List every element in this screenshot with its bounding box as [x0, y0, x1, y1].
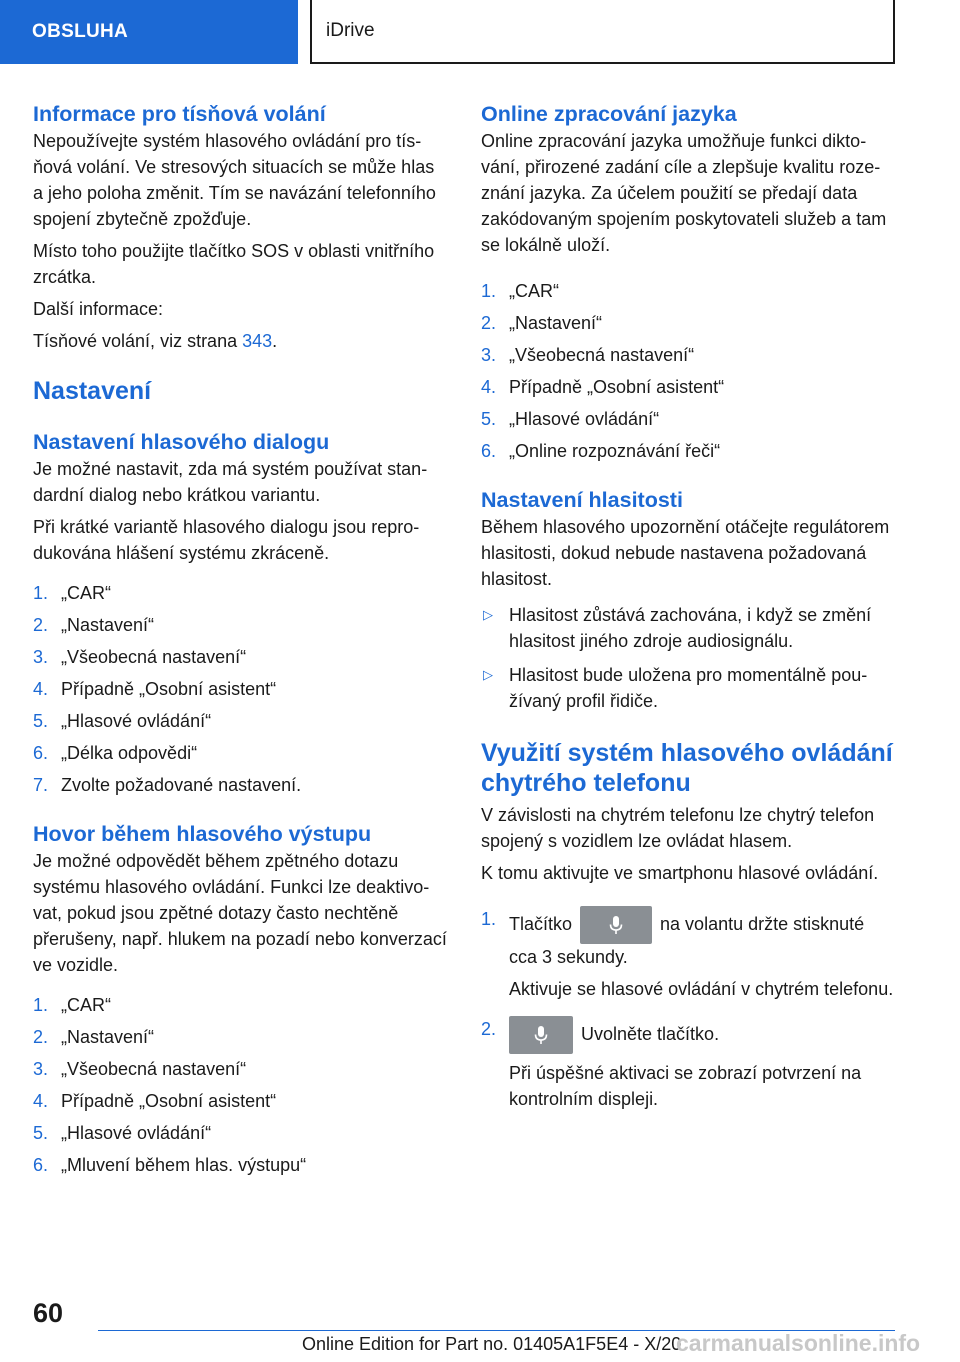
- step-number: 6.: [33, 1155, 49, 1175]
- step-number: 5.: [33, 1123, 49, 1143]
- list-item: [33, 580, 448, 606]
- heading-voice-dialog-settings: Nastavení hlasového dialogu: [33, 430, 330, 454]
- triangle-right-icon: ▷: [483, 667, 493, 682]
- list-item: [481, 374, 896, 400]
- list-item: [481, 406, 896, 432]
- step-subtext: Při úspěšné aktivaci se zobrazí potvrzení na kontrolním displeji.: [509, 1063, 862, 1109]
- step-number: 4.: [33, 1091, 49, 1111]
- list-item: [33, 1152, 448, 1178]
- paragraph: Je možné odpovědět během zpětného dotazu systému hlasového ovládání. Funkci lze deaktivovat, pokud jsou zpětné dotazy často nechtěně přerušeny, např. hlukem na pozadí nebo konverzací ve vozidle.: [33, 851, 447, 975]
- step-number: 2.: [33, 615, 49, 635]
- page-link[interactable]: 343: [242, 331, 273, 351]
- heading-talk-during-output: Hovor během hlasového výstupu: [33, 822, 372, 846]
- step-number: 4.: [481, 377, 497, 397]
- step-number: 2.: [481, 313, 497, 333]
- step-text: na volantu držte stisknuté cca 3 sekundy.: [509, 913, 865, 967]
- list-item: [481, 906, 896, 1002]
- step-subtext: Aktivuje se hlasové ovládání v chytrém telefonu.: [509, 979, 894, 999]
- step-number: 2.: [481, 1019, 497, 1039]
- footer-edition: Online Edition for Part no. 01405A1F5E4 - X/20: [302, 1334, 682, 1354]
- step-text: „Všeobecná nastavení“: [61, 1059, 247, 1079]
- paragraph: Online zpracování jazyka umožňuje funkci diktování, přirozené zadání cíle a zlepšuje kvalitu rozeznání jazyka. Za účelem použití se předají data zakódovaným spojením poskytovateli služeb a tam se lokálně uloží.: [481, 131, 887, 255]
- watermark: carmanualsonline.info: [676, 1330, 921, 1356]
- list-item: [33, 992, 448, 1018]
- step-number: 1.: [33, 995, 49, 1015]
- step-text: „CAR“: [61, 583, 111, 603]
- step-text: Tlačítko: [509, 913, 573, 934]
- header-section-label: OBSLUHA: [32, 21, 129, 42]
- step-text: Případně „Osobní asistent“: [61, 679, 277, 699]
- paragraph: Při krátké variantě hlasového dialogu jsou reprodukována hlášení systému zkráceně.: [33, 517, 420, 563]
- microphone-icon: [534, 1025, 548, 1045]
- step-text: „Všeobecná nastavení“: [509, 345, 695, 365]
- step-text: „Všeobecná nastavení“: [61, 647, 247, 667]
- paragraph: K tomu aktivujte ve smartphonu hlasové ovládání.: [481, 863, 879, 883]
- list-item: [33, 676, 448, 702]
- step-text: Zvolte požadované nastavení.: [61, 775, 302, 795]
- paragraph: Nepoužívejte systém hlasového ovládání pro tísňová volání. Ve stresových situacích se může hlas a jeho poloha změnit. Tím se navázání telefonního spojení zbytečně zpožďuje.: [33, 131, 436, 229]
- step-text: Případně „Osobní asistent“: [509, 377, 725, 397]
- step-text: „Nastavení“: [61, 1027, 155, 1047]
- steps-talk-during-output: [33, 992, 448, 1178]
- step-number: 3.: [481, 345, 497, 365]
- voice-button: [509, 1016, 573, 1054]
- header-chapter: [310, 0, 895, 64]
- heading-volume-settings: Nastavení hlasitosti: [481, 488, 683, 512]
- step-number: 3.: [33, 647, 49, 667]
- header-section: [0, 0, 298, 64]
- header-chapter-label: iDrive: [326, 20, 375, 41]
- step-text: Případně „Osobní asistent“: [61, 1091, 277, 1111]
- step-number: 5.: [481, 409, 497, 429]
- voice-button: [580, 906, 652, 944]
- heading-emergency-calls: Informace pro tísňová volání: [33, 102, 326, 126]
- steps-voice-dialog: [33, 580, 448, 798]
- list-item: [481, 662, 896, 714]
- step-number: 6.: [33, 743, 49, 763]
- step-text: „CAR“: [61, 995, 111, 1015]
- step-text: „Délka odpovědi“: [61, 743, 198, 763]
- left-column: [33, 100, 448, 1184]
- list-item: [481, 1016, 896, 1112]
- step-text: „Nastavení“: [509, 313, 603, 333]
- bullet-text: Hlasitost bude uložena pro momentálně používaný profil řidiče.: [509, 665, 868, 711]
- step-text: „Nastavení“: [61, 615, 155, 635]
- paragraph: Je možné nastavit, zda má systém používat standardní dialog nebo krátkou variantu.: [33, 459, 428, 505]
- paragraph-crossref: [33, 328, 448, 354]
- bullets-volume: [481, 602, 896, 714]
- step-number: 2.: [33, 1027, 49, 1047]
- triangle-right-icon: ▷: [483, 607, 493, 622]
- step-number: 3.: [33, 1059, 49, 1079]
- step-text: „Hlasové ovládání“: [61, 1123, 212, 1143]
- step-text: „Hlasové ovládání“: [509, 409, 660, 429]
- right-column: [481, 100, 896, 1118]
- list-item: [481, 278, 896, 304]
- paragraph: Další informace:: [33, 299, 164, 319]
- list-item: [33, 1088, 448, 1114]
- crossref-end: .: [272, 331, 278, 351]
- paragraph: V závislosti na chytrém telefonu lze chytrý telefon spojený s vozidlem lze ovládat hlasem.: [481, 805, 875, 851]
- steps-online-recognition: [481, 278, 896, 464]
- step-text: Uvolněte tlačítko.: [581, 1023, 720, 1044]
- list-item: [33, 1024, 448, 1050]
- step-text: „Mluvení během hlas. výstupu“: [61, 1155, 307, 1175]
- step-number: 1.: [33, 583, 49, 603]
- list-item: [33, 1056, 448, 1082]
- bullet-text: Hlasitost zůstává zachována, i když se změní hlasitost jiného zdroje audiosignálu.: [509, 605, 872, 651]
- list-item: [481, 310, 896, 336]
- crossref-text: Tísňové volání, viz strana: [33, 331, 238, 351]
- step-number: 7.: [33, 775, 49, 795]
- list-item: [33, 612, 448, 638]
- paragraph: Během hlasového upozornění otáčejte regulátorem hlasitosti, dokud nebude nastavena požadovaná hlasitost.: [481, 517, 890, 589]
- list-item: [33, 644, 448, 670]
- step-number: 6.: [481, 441, 497, 461]
- heading-online-language-processing: Online zpracování jazyka: [481, 102, 737, 126]
- page-number: 60: [33, 1298, 64, 1328]
- list-item: [481, 602, 896, 654]
- list-item: [481, 342, 896, 368]
- list-item: [33, 708, 448, 734]
- steps-smartphone-voice: [481, 906, 896, 1112]
- heading-smartphone-voice: Využití systém hlasového ovládání chytrého telefonu: [481, 739, 893, 797]
- step-number: 5.: [33, 711, 49, 731]
- list-item: [33, 772, 448, 798]
- list-item: [33, 1120, 448, 1146]
- step-text: „Hlasové ovládání“: [61, 711, 212, 731]
- paragraph: Místo toho použijte tlačítko SOS v oblasti vnitřního zrcátka.: [33, 241, 435, 287]
- step-text: „Online rozpoznávání řeči“: [509, 441, 721, 461]
- step-number: 4.: [33, 679, 49, 699]
- list-item: [481, 438, 896, 464]
- step-number: 1.: [481, 281, 497, 301]
- step-number: 1.: [481, 909, 497, 929]
- heading-settings: Nastavení: [33, 377, 152, 405]
- microphone-icon: [609, 915, 623, 935]
- list-item: [33, 740, 448, 766]
- step-text: „CAR“: [509, 281, 559, 301]
